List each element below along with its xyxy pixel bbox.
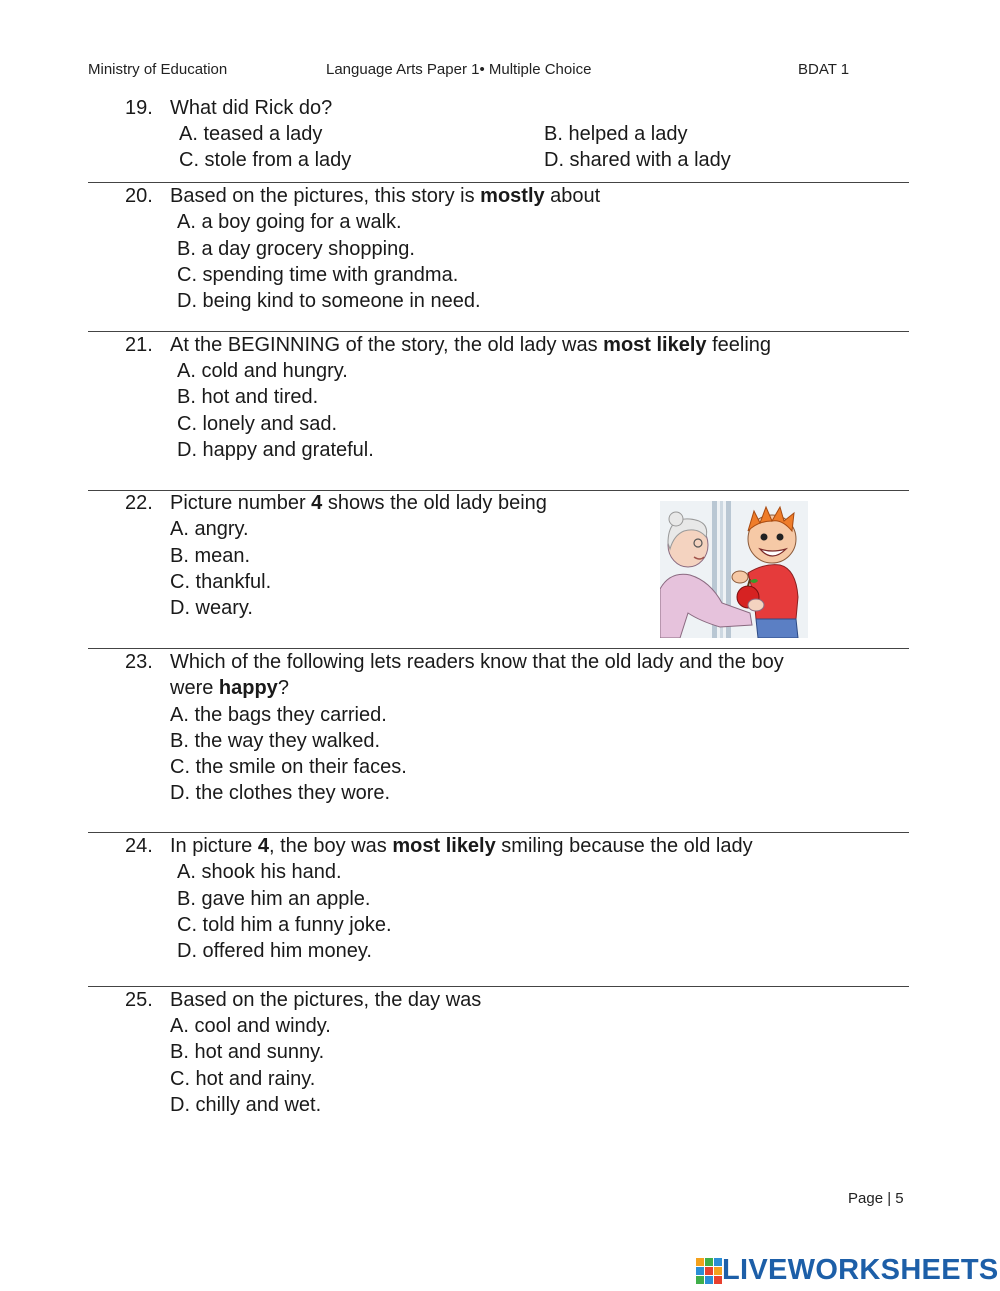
option-b[interactable]: B. gave him an apple. <box>177 888 371 910</box>
liveworksheets-logo-icon <box>696 1258 722 1284</box>
option-c[interactable]: C. hot and rainy. <box>170 1068 316 1090</box>
option-a[interactable]: A. shook his hand. <box>177 861 342 883</box>
header-ministry: Ministry of Education <box>88 61 228 78</box>
option-c[interactable]: C. the smile on their faces. <box>170 756 407 778</box>
page-number: Page | 5 <box>848 1190 904 1207</box>
question-stem: Based on the pictures, the day was <box>170 989 482 1011</box>
option-b[interactable]: B. a day grocery shopping. <box>177 238 415 260</box>
option-c[interactable]: C. lonely and sad. <box>177 413 338 435</box>
option-b[interactable]: B. mean. <box>170 545 251 567</box>
option-a[interactable]: A. a boy going for a walk. <box>177 211 402 233</box>
option-d[interactable]: D. weary. <box>170 597 253 619</box>
old-lady-giving-apple-to-boy-illustration <box>660 501 808 638</box>
option-a[interactable]: A. cold and hungry. <box>177 360 348 382</box>
option-a[interactable]: A. angry. <box>170 518 249 540</box>
option-b[interactable]: B. hot and tired. <box>177 386 319 408</box>
question-number: 24. <box>125 835 153 857</box>
question-number: 25. <box>125 989 153 1011</box>
option-d[interactable]: D. the clothes they wore. <box>170 782 391 804</box>
liveworksheets-watermark[interactable] <box>696 1254 999 1287</box>
option-d[interactable]: D. being kind to someone in need. <box>177 290 481 312</box>
question-number: 23. <box>125 651 153 673</box>
question-number: 22. <box>125 492 153 514</box>
option-b[interactable]: B. hot and sunny. <box>170 1041 325 1063</box>
option-a[interactable]: A. cool and windy. <box>170 1015 331 1037</box>
option-d[interactable]: D. offered him money. <box>177 940 372 962</box>
option-b[interactable]: B. the way they walked. <box>170 730 381 752</box>
option-a[interactable]: A. the bags they carried. <box>170 704 387 726</box>
option-d[interactable]: D. chilly and wet. <box>170 1094 322 1116</box>
question-stem-line-2: were happy? <box>170 677 289 699</box>
question-stem: In picture 4, the boy was most likely smiling because the old lady <box>170 835 753 857</box>
question-stem: Picture number 4 shows the old lady being <box>170 492 547 514</box>
question-stem: Based on the pictures, this story is mostly about <box>170 185 601 207</box>
option-b[interactable]: B. helped a lady <box>544 123 688 145</box>
option-d[interactable]: D. shared with a lady <box>544 149 731 171</box>
option-a[interactable]: A. teased a lady <box>179 123 323 145</box>
question-stem: What did Rick do? <box>170 97 333 119</box>
header-code: BDAT 1 <box>798 61 850 78</box>
question-stem-line-1: Which of the following lets readers know that the old lady and the boy <box>170 651 784 673</box>
option-c[interactable]: C. thankful. <box>170 571 272 593</box>
liveworksheets-wordmark: LIVEWORKSHEETS <box>722 1254 999 1286</box>
option-c[interactable]: C. stole from a lady <box>179 149 352 171</box>
question-number: 20. <box>125 185 153 207</box>
header-paper-title: Language Arts Paper 1• Multiple Choice <box>326 61 592 78</box>
question-stem: At the BEGINNING of the story, the old lady was most likely feeling <box>170 334 772 356</box>
question-number: 21. <box>125 334 153 356</box>
question-number: 19. <box>125 97 153 119</box>
option-d[interactable]: D. happy and grateful. <box>177 439 374 461</box>
option-c[interactable]: C. told him a funny joke. <box>177 914 392 936</box>
option-c[interactable]: C. spending time with grandma. <box>177 264 459 286</box>
